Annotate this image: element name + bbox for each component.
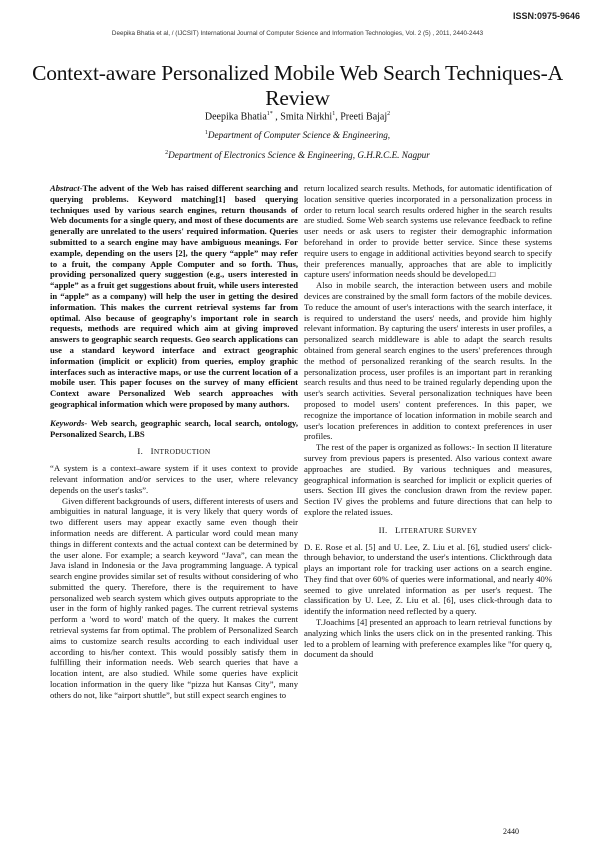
paragraph: Also in mobile search, the interaction between users and mobile devices are constrained by the small form factors of the mobile devices. To reduce the amount of user's interactions with the search interface, it is required to understand the users' needs, and provide him highly relevant information. By capturing the users' interests in user profiles, a personalized search middleware is able to adapt the search results obtained from general search engines to the users' preferences through the method of personalized reranking of the search results. In the personalization process, user profiles is an important part in reranking search results and thus need to be trained regularly depending upon the user's search activities. Several personalization techniques have been proposed to model users' content preferences. In this paper, we recognize the importance of location information in mobile search and user's location preferences in addition to context preferences in user profiles.: [304, 280, 552, 442]
page-number: 2440: [503, 827, 519, 836]
section-heading-literature-survey: [304, 525, 552, 537]
paragraph: “A system is a context–aware system if it uses context to provide relevant information and/or services to the user, where relevancy depends on the user's tasks”.: [50, 463, 298, 495]
abstract: [50, 183, 298, 410]
affiliation-number: 1: [204, 130, 208, 136]
author-separator: ,: [272, 111, 281, 123]
author-separator: ,: [335, 111, 341, 123]
left-column: [50, 183, 298, 701]
abstract-label: Abstract-: [50, 183, 83, 193]
paragraph: T.Joachims [4] presented an approach to learn retrieval functions by analyzing which links the users click on in the presented ranking. This led to a problem of learning with preference examples like "for query q, document da should: [304, 617, 552, 660]
abstract-text: The advent of the Web has raised different searching and querying problems. Keyword matching[1] based querying techniques used by various search engines, return thousands of Web documents for a single query, and most of these documents are generally are unrelated to the users' required information. Queries submitted to a search engine may have ambiguous meanings. For example, depending on the users [2], the query “apple” may refer to a fruit, the company Apple Computer and so forth. Thus, providing personalized query suggestion (e.g., users interested in “apple” as a fruit get suggestions about fruit, while users interested in “apple” as a company) will help the user in getting the desired information. This makes the current retrieval systems far from optimal. Also because of geography's important role in search requests, methods are required which aim at giving improved answers to geographic search requests. Geo search applications can use a standard keyword interface and extract geographic information (implicit or explicit) from queries, employ graphic interfaces such as interactive maps, or use the current location of a mobile user. This paper focuses on the survey of many efficient Context aware Personalized Web search approaches with geographical information which were proposed by many authors.: [50, 183, 298, 409]
right-column: [304, 183, 552, 660]
affiliation-text: Department of Electronics Science & Engineering, G.H.R.C.E. Nagpur: [168, 150, 430, 161]
paragraph: D. E. Rose et al. [5] and U. Lee, Z. Liu et al. [6], studied users' click-through behavior, to understand the user's intentions. Clickthrough data plays an important role for tracking user actions on a search engine. They find that over 60% of queries were informational, and nearly 40% seemed to give unrelated information as per user's request. The classification by U. Lee, Z. Liu et al. [6], uses click-through data to identify the information need reflected by a query.: [304, 541, 552, 617]
section-number: II.: [378, 524, 388, 535]
author-line: [0, 111, 595, 122]
section-title-rest: NTRODUCTION: [153, 447, 211, 457]
running-header: Deepika Bhatia et al, / (IJCSIT) International Journal of Computer Science and Information Technologies, Vol. 2 (5) , 2011, 2440-2443: [111, 30, 484, 37]
affiliation-text: Department of Computer Science & Engineering,: [207, 130, 391, 141]
author-superscript: 1: [332, 111, 336, 117]
paragraph: The rest of the paper is organized as follows:- In section II literature survey from previous papers is presented. Also various context aware approaches are studied. By various techniques and measures, geographical information is searched for implicit or explicit queries of users. Section III gives the conclusion drawn from the review paper. Section IV gives the problems and future directions that can help to explore the related issues.: [304, 442, 552, 517]
author-name: Deepika Bhatia: [204, 111, 267, 123]
author-name: Preeti Bajaj: [340, 111, 388, 123]
affiliation-2: [0, 150, 595, 160]
issn-label: ISSN:0975-9646: [512, 11, 580, 21]
section-heading-introduction: [50, 446, 298, 458]
section-initial: L: [395, 524, 401, 535]
paragraph: Given different backgrounds of users, different interests of users and ambiguities in natural language, it is very likely that query words of two different users may appear exactly same even though their information needs are different. A particular word could mean many things in different contexts and the actual context can be determined by the user alone. For example; a search keyword “Java”, can mean the Java island in Indonesia or the Java programming language. A typical search engine provides similar set of results without considering of who submitted the query. Therefore, there is the requirement to have personalized web search system which gives outputs appropriate to the user in the form of highly ranked pages. The current retrieval systems perform a 'word to word' match of the query. It makes the current retrieval systems far from optimal. The problem of Personalized Search aims to customize search results according to each individual user according to his/her context. This would possibly satisfy them in fulfilling their information needs. Web search queries that have a location intent, are also studied. While some queries have explicit location information in the query like “pizza hut Kansas City”, many others do not, like “airport shuttle”, but still expect search engines to: [50, 495, 298, 700]
keywords: [50, 418, 298, 440]
author-name: Smita Nirkhi: [280, 111, 333, 123]
keywords-label: Keywords-: [50, 417, 88, 428]
author-superscript: 1*: [266, 111, 273, 117]
author-superscript: 2: [387, 111, 391, 117]
section-title-rest: URVEY: [451, 525, 478, 535]
affiliation-number: 2: [165, 150, 169, 156]
section-initial: I: [150, 446, 154, 457]
section-initial: S: [445, 524, 452, 535]
section-title-rest: ITERATURE: [400, 525, 446, 535]
paper-title: Context-aware Personalized Mobile Web Search Techniques-A Review: [32, 61, 563, 110]
affiliation-1: [0, 130, 595, 140]
paragraph: return localized search results. Methods, for automatic identification of location sensitive queries incorporated in a personalization process in order to return local search results ordered higher in the search results are studied. Some Web search systems use relevance feedback to refine user needs or ask users to register their demographic information beforehand in order to provide better service. Since these systems require users to engage in additional activities beyond search to specify their preferences manually, approaches that are able to implicitly capture users' information needs should be developed.□: [304, 183, 552, 280]
keywords-text: Web search, geographic search, local search, ontology, Personalized Search, LBS: [50, 417, 298, 439]
section-number: I.: [137, 446, 144, 457]
